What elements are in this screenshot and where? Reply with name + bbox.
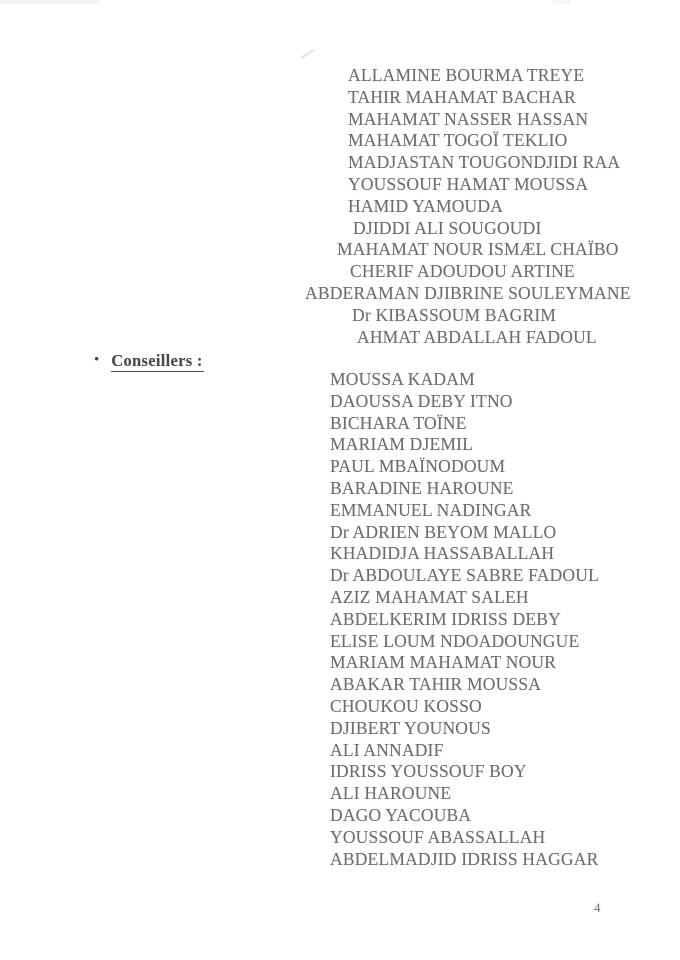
name-line: AHMAT ABDALLAH FADOUL (357, 326, 597, 347)
name-line: BARADINE HAROUNE (330, 477, 514, 498)
page-number: 4 (594, 900, 601, 915)
name-line: DAGO YACOUBA (330, 804, 472, 825)
conseillers-heading (94, 351, 204, 371)
name-line: DJIDDI ALI SOUGOUDI (353, 217, 542, 238)
name-line: PAUL MBAÏNODOUM (330, 456, 506, 477)
name-line: MAHAMAT NOUR ISMÆL CHAÏBO (337, 239, 619, 260)
name-line: MAHAMAT TOGOÏ TEKLIO (348, 130, 568, 151)
name-line: ABDELKERIM IDRISS DEBY (330, 608, 561, 629)
name-line: MOUSSA KADAM (330, 369, 475, 389)
name-line: BICHARA TOÏNE (330, 412, 467, 433)
name-line: ELISE LOUM NDOADOUNGUE (330, 630, 580, 651)
name-line: KHADIDJA HASSABALLAH (330, 543, 555, 564)
name-line: ALLAMINE BOURMA TREYE (348, 65, 585, 85)
name-line: MARIAM DJEMIL (330, 434, 474, 455)
bullet-icon: • (94, 352, 100, 368)
name-line: ABDELMADJID IDRISS HAGGAR (330, 848, 599, 869)
scan-edge-artifact (0, 0, 100, 4)
name-line: AZIZ MAHAMAT SALEH (330, 586, 529, 607)
scan-edge-artifact (553, 0, 571, 4)
name-line: YOUSSOUF HAMAT MOUSSA (348, 173, 589, 194)
name-line: DJIBERT YOUNOUS (330, 717, 491, 738)
name-line: HAMID YAMOUDA (348, 195, 504, 216)
name-line: Dr ABDOULAYE SABRE FADOUL (330, 565, 599, 586)
name-line: ALI HAROUNE (330, 783, 452, 804)
name-line: CHERIF ADOUDOU ARTINE (350, 261, 575, 282)
name-line: MARIAM MAHAMAT NOUR (330, 652, 557, 673)
conseillers-name-list (330, 369, 599, 870)
name-line: Dr ADRIEN BEYOM MALLO (330, 521, 557, 542)
name-line: IDRISS YOUSSOUF BOY (330, 761, 527, 782)
scan-smudge-artifact (301, 49, 315, 59)
name-line: DAOUSSA DEBY ITNO (330, 390, 513, 411)
name-line: ABAKAR TAHIR MOUSSA (330, 674, 542, 695)
name-line: MADJASTAN TOUGONDJIDI RAA (348, 152, 621, 173)
conseillers-heading-label: Conseillers : (111, 351, 203, 370)
name-line: CHOUKOU KOSSO (330, 695, 482, 716)
name-line: Dr KIBASSOUM BAGRIM (352, 304, 557, 325)
name-line: YOUSSOUF ABASSALLAH (330, 826, 546, 847)
name-line: TAHIR MAHAMAT BACHAR (348, 86, 576, 107)
name-line: EMMANUEL NADINGAR (330, 499, 532, 520)
name-line: ABDERAMAN DJIBRINE SOULEYMANE (305, 282, 631, 303)
name-line: ALI ANNADIF (330, 739, 444, 760)
members-name-list (305, 65, 631, 348)
name-line: MAHAMAT NASSER HASSAN (348, 108, 589, 129)
